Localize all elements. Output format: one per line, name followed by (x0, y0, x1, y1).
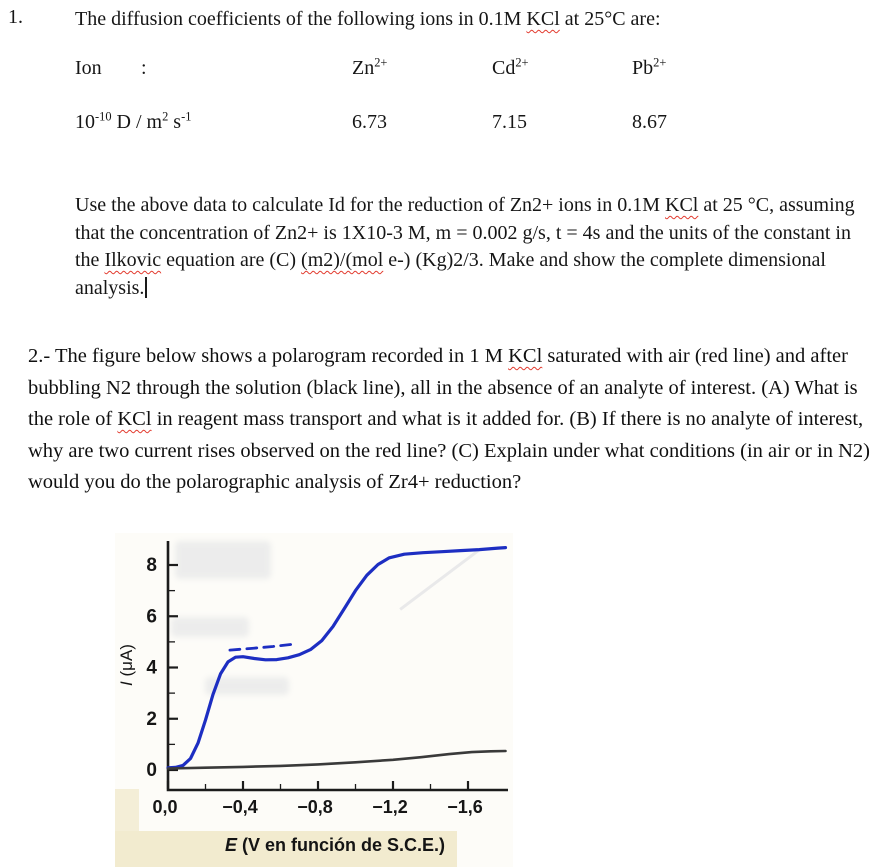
superscript: -1 (181, 109, 192, 124)
text-segment: 7.15 (492, 111, 527, 133)
superscript: 2 (162, 109, 169, 124)
y-axis-label: I (μA) (117, 644, 136, 686)
text-segment: in reagent mass transport and what is it added for. (B) If there is no analyte of interest, why are two current rises observed on the red line? (C) Explain under what conditions (in air or in N2) would you do the polarographic analysis of Zr4+ reduction? (28, 408, 870, 493)
text-segment: Pb (632, 57, 654, 79)
text-segment: Use the above data to calculate Id for the reduction of Zn2+ ions in 0.1M (75, 194, 665, 216)
text-segment: Ion (75, 57, 102, 79)
y-tick-label: 4 (146, 657, 157, 679)
x-tick-label: −1,2 (372, 797, 408, 817)
text-segment: The diffusion coefficients of the following ions in 0.1M (75, 8, 527, 30)
table-colon (141, 57, 147, 80)
text-segment: Zn (352, 57, 375, 79)
y-tick-label: 8 (146, 555, 157, 576)
curve-air-dashed (230, 644, 292, 650)
text-segment: D / m (111, 111, 163, 133)
x-tick-label: −1,6 (447, 797, 483, 817)
curve-n2 (168, 751, 506, 769)
polarogram-chart (115, 533, 513, 867)
superscript: -10 (95, 109, 112, 124)
question-1-number: 1. (8, 6, 23, 28)
diffusion-coefficients-table (75, 57, 855, 169)
misspelled-word: Ilkovic (104, 249, 162, 271)
table-ion-zn (352, 57, 387, 80)
x-tick-label: −0,8 (297, 797, 333, 817)
misspelled-word: KCl (526, 8, 560, 30)
table-ion-pb (632, 57, 666, 80)
text-segment: e-) (Kg)2/3. Make and show the complete dimensional analysis. (75, 249, 826, 299)
text-segment: 8.67 (632, 111, 667, 133)
text-segment: at 25 °C, assuming that the concentration of Zn2+ is 1X10-3 M, m = 0.002 g/s, t = 4s and the units of the constant in the (75, 194, 855, 271)
question-1-intro (75, 6, 870, 33)
superscript: 2+ (653, 55, 667, 70)
curve-air (168, 548, 506, 768)
superscript: 2+ (515, 55, 529, 70)
table-units-label (75, 111, 191, 134)
text-segment: 6.73 (352, 111, 387, 133)
text-segment: equation are (C) (161, 249, 302, 271)
table-value-cd (492, 111, 527, 134)
x-tick-label: −0,4 (222, 797, 258, 817)
misspelled-word: KCl (508, 345, 543, 367)
table-ion-label (75, 57, 102, 80)
misspelled-word: (m2)/(mol (301, 249, 384, 271)
text-segment: at 25°C are: (559, 8, 661, 30)
text-segment: Cd (492, 57, 516, 79)
question-2-body (28, 341, 877, 499)
y-tick-label: 0 (146, 760, 157, 781)
y-tick-label: 2 (146, 708, 157, 730)
misspelled-word: KCl (665, 194, 699, 216)
y-tick-label: 6 (146, 606, 157, 628)
table-value-pb (632, 111, 667, 134)
x-tick-label: 0,0 (152, 797, 178, 817)
text-segment: : (141, 57, 147, 79)
text-cursor (145, 277, 147, 298)
misspelled-word: KCl (117, 408, 152, 430)
text-segment: 10 (75, 111, 95, 133)
question-1-body (75, 192, 878, 302)
text-segment: 2.- The figure below shows a polarogram recorded in 1 M (28, 345, 509, 367)
superscript: 2+ (374, 55, 388, 70)
polarogram-figure (115, 533, 513, 867)
text-segment: saturated with air (red line) and after bubbling N2 through the solution (black line), all in the absence of an analyte of interest. (A) What is the role of (28, 345, 858, 430)
table-value-zn (352, 111, 387, 134)
text-segment: s (168, 111, 182, 133)
x-axis-label: E (V en función de S.C.E.) (224, 835, 446, 855)
table-ion-cd (492, 57, 529, 80)
